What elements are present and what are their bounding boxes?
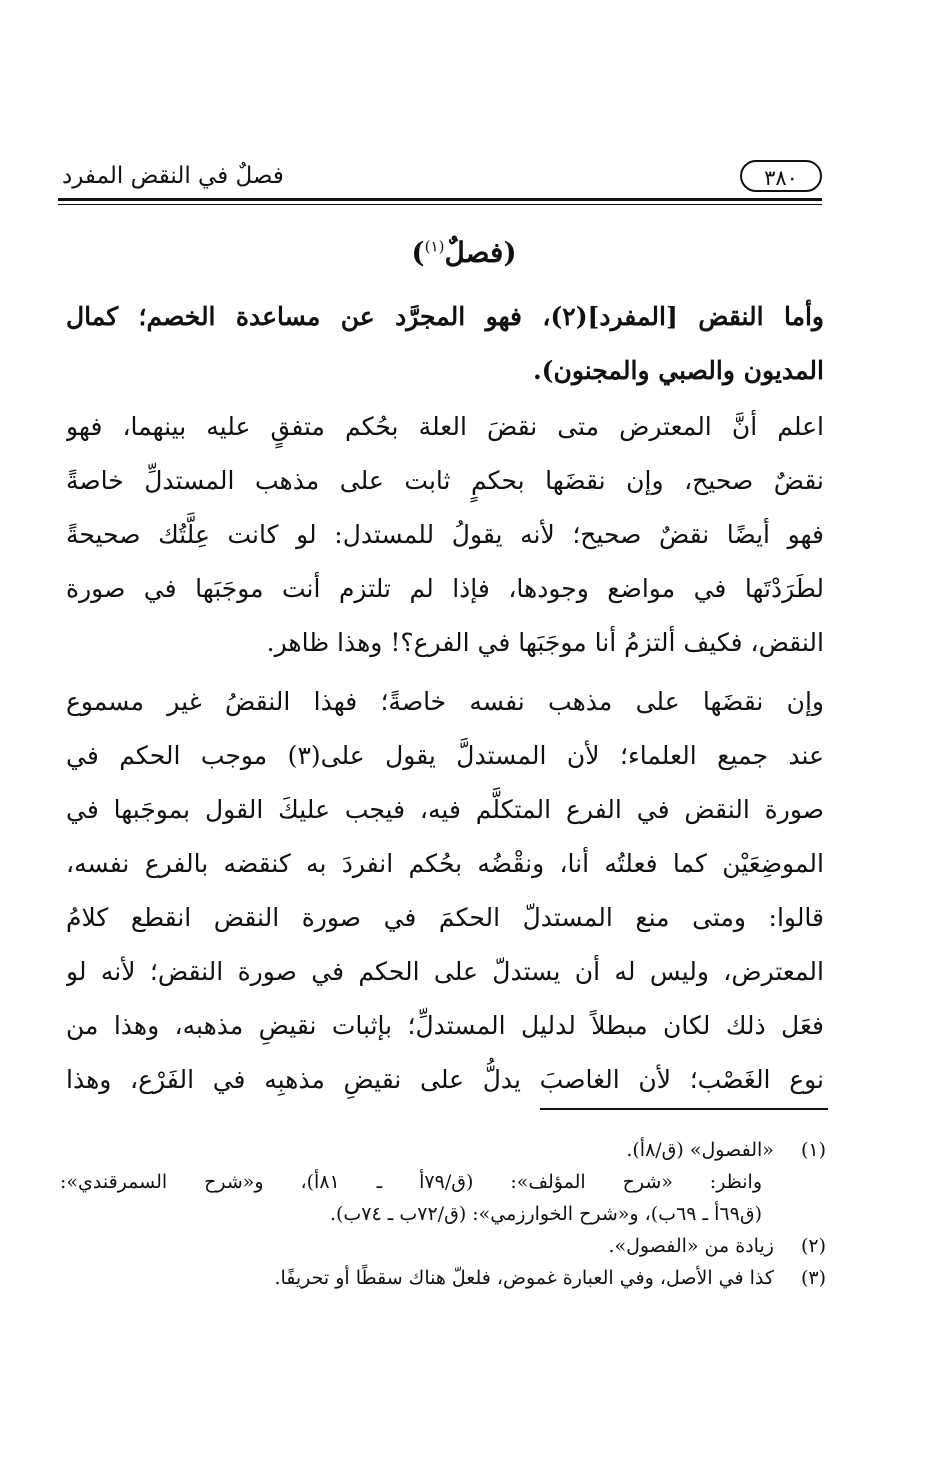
text-line: فهو أيضًا نقضٌ صحيح؛ لأنه يقولُ للمستدل: لو كانت عِلَّتُك صحيحةً (66, 520, 824, 549)
footnotes (60, 1134, 826, 1294)
text-line: لطَرَدْتَها في مواضع وجودها، فإذا لم تلتزم أنت موجَبَها في صورة (66, 574, 824, 603)
text-line: النقض، فكيف ألتزمُ أنا موجَبَها في الفرع؟! وهذا ظاهر. (266, 628, 824, 657)
intro-line: المديون والصبي والمجنون). (532, 356, 824, 385)
footnote-separator (540, 1108, 828, 1110)
footnote-text: زيادة من «الفصول». (608, 1235, 774, 1257)
text-line: الموضِعَيْن كما فعلتُه أنا، ونقْضُه بحُكم انفردَ به كنقضه بالفرع نفسه، (66, 849, 824, 878)
footnote-number: (٢) (800, 1235, 826, 1257)
footnote-1-continuation: (ق٦٩أ ـ ٦٩ب)، و«شرح الخوارزمي»: (ق/٧٢ب ـ ٧٤ب). (329, 1203, 762, 1225)
text-line: قالوا: ومتى منع المستدلّ الحكمَ في صورة النقض انقطع كلامُ (66, 903, 824, 932)
footnote-2 (60, 1230, 826, 1262)
footnote-text: «الفصول» (ق/٨أ). (626, 1139, 774, 1161)
footnote-3 (60, 1262, 826, 1294)
intro-line: وأما النقض [المفرد](٢)، فهو المجرَّد عن مساعدة الخصم؛ كمال (66, 302, 824, 331)
footnote-1-continuation: وانظر: «شرح المؤلف»: (ق/٧٩أ ـ ٨١أ)، و«شرح السمرقندي»: (60, 1171, 763, 1193)
section-heading-text: (فصلٌ (444, 236, 517, 269)
footnote-1 (60, 1134, 826, 1166)
section-heading-close: ) (411, 236, 425, 269)
text-line: نوع الغَصْب؛ لأن الغاصبَ يدلُّ على نقيضِ مذهبِه في الفَرْع، وهذا (66, 1065, 824, 1094)
section-heading (0, 236, 928, 269)
running-title: فصلٌ في النقض المفرد (62, 163, 284, 189)
text-line: وإن نقضَها على مذهب نفسه خاصةً؛ فهذا النقضُ غير مسموع (66, 687, 824, 716)
paragraph-1 (66, 400, 824, 670)
section-heading-footnote-ref: (١) (424, 237, 445, 256)
text-line: المعترض، وليس له أن يستدلّ على الحكم في صورة النقض؛ لأنه لو (66, 957, 824, 986)
footnote-text: كذا في الأصل، وفي العبارة غموض، فلعلّ هناك سقطًا أو تحريفًا. (274, 1267, 774, 1289)
paragraph-2 (66, 675, 824, 1107)
page-header (58, 160, 822, 194)
footnote-number: (٣) (800, 1267, 826, 1289)
footnote-number: (١) (800, 1139, 826, 1161)
header-rule-thin (58, 204, 822, 205)
page-number: ٣٨٠ (740, 160, 822, 192)
text-line: اعلم أنَّ المعترض متى نقضَ العلة بحُكم متفقٍ عليه بينهما، فهو (66, 412, 824, 441)
text-line: صورة النقض في الفرع المتكلَّم فيه، فيجب عليكَ القول بموجَبها في (66, 795, 824, 824)
header-rule-thick (58, 198, 822, 201)
intro-text (66, 290, 824, 398)
text-line: فعَل ذلك لكان مبطلاً لدليل المستدلِّ؛ بإثبات نقيضِ مذهبه، وهذا من (66, 1011, 824, 1040)
text-line: عند جميع العلماء؛ لأن المستدلَّ يقول على(٣) موجب الحكم في (66, 741, 824, 770)
text-line: نقضٌ صحيح، وإن نقضَها بحكمٍ ثابت على مذهب المستدلِّ خاصةً (66, 466, 824, 495)
